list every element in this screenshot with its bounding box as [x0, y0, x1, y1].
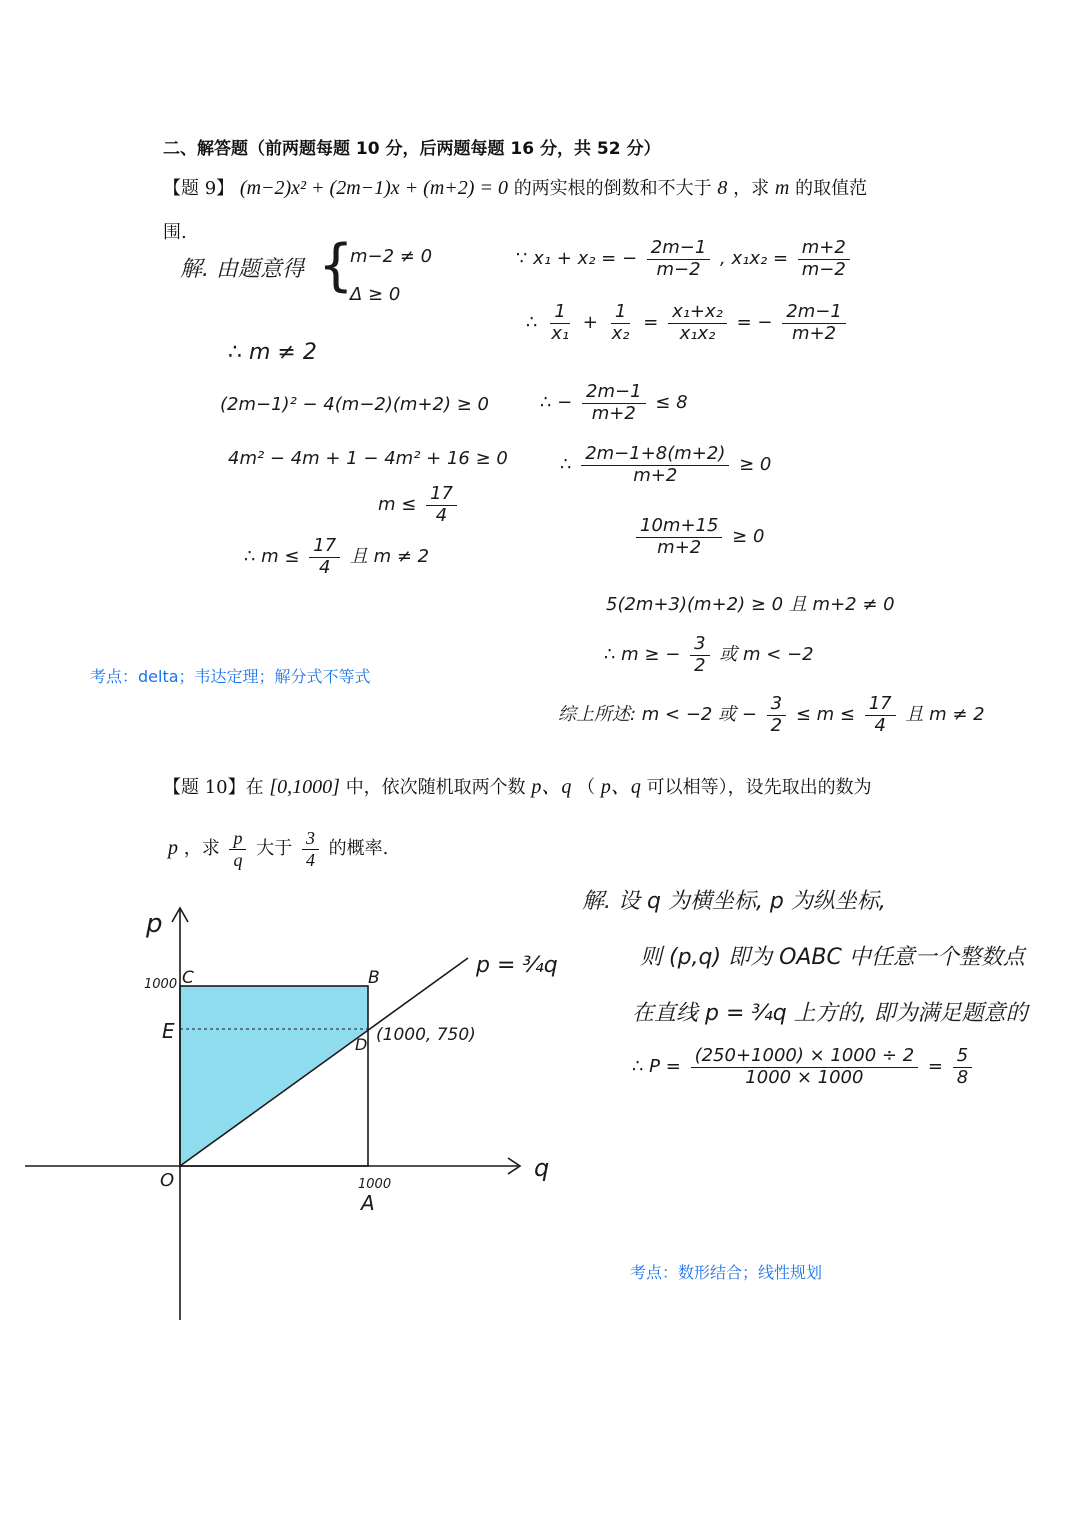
- solution9-r5: $\frac{10m+15}{m+2}$ ≥ 0: [632, 516, 764, 558]
- solution9-intro: 解. 由题意得: [180, 257, 304, 282]
- l5-b: 且 m ≠ 2: [349, 546, 430, 568]
- frac-17-4: $\frac{17}{4}$: [426, 484, 457, 526]
- frac-3-4: $\frac{3}{4}$: [302, 828, 319, 870]
- solution9-l5: [244, 536, 429, 578]
- tick-1000-x: 1000: [358, 1177, 392, 1192]
- solution10-s1: 解. 设 q 为横坐标, p 为纵坐标,: [582, 889, 886, 914]
- problem10-statement: 【题 10】在 [0,1000] 中，依次随机取两个数 p、q （ p、q 可以相等），设先取出的数为: [163, 776, 872, 798]
- frac-s4: $\frac{(250+1000) \times 1000 \div 2}{1000 \times 1000}$: [691, 1046, 919, 1088]
- problem10-line2: p ，求 $\frac{p}{q}$ 大于 $\frac{3}{4}$ 的概率.: [168, 828, 389, 870]
- l4-lhs: m ≤: [378, 494, 417, 516]
- problem9-tag: 【题 9】: [163, 178, 235, 199]
- system-brace: {: [318, 233, 354, 298]
- frac-17-4-b: $\frac{17}{4}$: [309, 536, 340, 578]
- frac-r5: $\frac{10m+15}{m+2}$: [636, 516, 722, 558]
- label-p: p: [146, 909, 163, 939]
- hint10: 考点：数形结合；线性规划: [630, 1263, 823, 1282]
- problem9-text-mid: ，求: [733, 178, 770, 199]
- problem9-text-end: 的取值范: [795, 178, 868, 199]
- solution10-s4: ∴ P = $\frac{(250+1000) \times 1000 \div 2}{1000 \times 1000}$ = $\frac{5}{8}$: [632, 1046, 976, 1088]
- label-q: q: [534, 1154, 550, 1182]
- system-line-2: Δ ≥ 0: [350, 284, 401, 305]
- solution9-r3: ∴ − $\frac{2m-1}{m+2}$ ≤ 8: [540, 381, 688, 424]
- point-label: (1000, 750): [376, 1025, 476, 1045]
- solution9-r7: ∴ m ≥ − $\frac{3}{2}$ 或 m < −2: [604, 633, 814, 676]
- problem9-var: m: [774, 177, 790, 199]
- section-heading: 二、解答题（前两题每题 10 分，后两题每题 16 分，共 52 分）: [163, 139, 661, 159]
- label-e: E: [162, 1019, 175, 1043]
- system-line-1: m−2 ≠ 0: [350, 246, 433, 267]
- solution10-s3: 在直线 p = ¾q 上方的, 即为满足题意的: [632, 1001, 1028, 1026]
- frac-r8-1: $\frac{3}{2}$: [767, 694, 786, 736]
- frac-p-q: $\frac{p}{q}$: [229, 828, 246, 870]
- solution9-r6: 5(2m+3)(m+2) ≥ 0 且 m+2 ≠ 0: [606, 594, 895, 615]
- shaded-region: [180, 986, 368, 1166]
- solution9-r2: ∴ $\frac{1}{\text{x₁}}$ + $\frac{1}{\text{x₂}}$ = $\frac{\text{x₁+x₂}}{\text{x₁x₂}}$ = − $\frac{2m-1}{m+2}$: [526, 302, 850, 344]
- line-label: p = ¾q: [476, 953, 558, 978]
- solution9-l4: [378, 484, 461, 526]
- solution9-l2: (2m−1)² − 4(m−2)(m+2) ≥ 0: [220, 394, 489, 415]
- solution9-r1: ∵ x₁ + x₂ = − $\frac{2m-1}{m-2}$ , x₁x₂ = $\frac{m+2}{m-2}$: [516, 238, 854, 280]
- frac-r3: $\frac{2m-1}{m+2}$: [582, 382, 646, 424]
- problem9-equation: (m−2)x² + (2m−1)x + (m+2) = 0: [239, 177, 508, 199]
- problem10-interval: [0,1000]: [269, 776, 340, 798]
- frac-r2-1: $\frac{1}{\text{x₁}}$: [551, 301, 570, 344]
- solution9-r8: 综上所述: m < −2 或 − $\frac{3}{2}$ ≤ m ≤ $\frac{17}{4}$ 且 m ≠ 2: [558, 693, 985, 736]
- problem9-wrap: 围.: [163, 222, 187, 243]
- solution10-s2: 则 (p,q) 即为 OABC 中任意一个整数点: [640, 945, 1025, 970]
- tick-1000-y: 1000: [144, 977, 178, 992]
- frac-r2-4: $\frac{2m-1}{m+2}$: [782, 302, 846, 344]
- solution9-r4: ∴ $\frac{2m-1+8(m+2)}{m+2}$ ≥ 0: [560, 443, 772, 486]
- label-d: D: [355, 1035, 368, 1054]
- frac-r2-2: $\frac{1}{\text{x₂}}$: [611, 301, 630, 344]
- label-b: B: [368, 968, 380, 988]
- solution9-l1: ∴ m ≠ 2: [228, 340, 317, 365]
- label-c: C: [182, 968, 194, 988]
- frac-5-8: $\frac{5}{8}$: [953, 1046, 972, 1088]
- solution9-l3: 4m² − 4m + 1 − 4m² + 16 ≥ 0: [228, 448, 508, 469]
- frac-r4: $\frac{2m-1+8(m+2)}{m+2}$: [581, 444, 729, 486]
- l5-a: ∴ m ≤: [244, 546, 300, 568]
- frac-r7: $\frac{3}{2}$: [690, 634, 709, 676]
- problem9-bound: 8: [717, 177, 728, 199]
- problem9-statement: [163, 174, 867, 200]
- probability-graph: [0, 880, 570, 1330]
- label-o: O: [160, 1170, 175, 1191]
- frac-r1-2: $\frac{m+2}{m-2}$: [798, 238, 850, 280]
- frac-r2-3: $\frac{\text{x₁+x₂}}{\text{x₁x₂}}$: [668, 302, 727, 344]
- hint9: 考点：delta；韦达定理；解分式不等式: [90, 667, 371, 686]
- problem9-text-after: 的两实根的倒数和不大于: [513, 178, 712, 199]
- frac-r1-1: $\frac{2m-1}{m-2}$: [647, 238, 711, 280]
- label-a: A: [361, 1191, 375, 1215]
- frac-r8-2: $\frac{17}{4}$: [865, 694, 896, 736]
